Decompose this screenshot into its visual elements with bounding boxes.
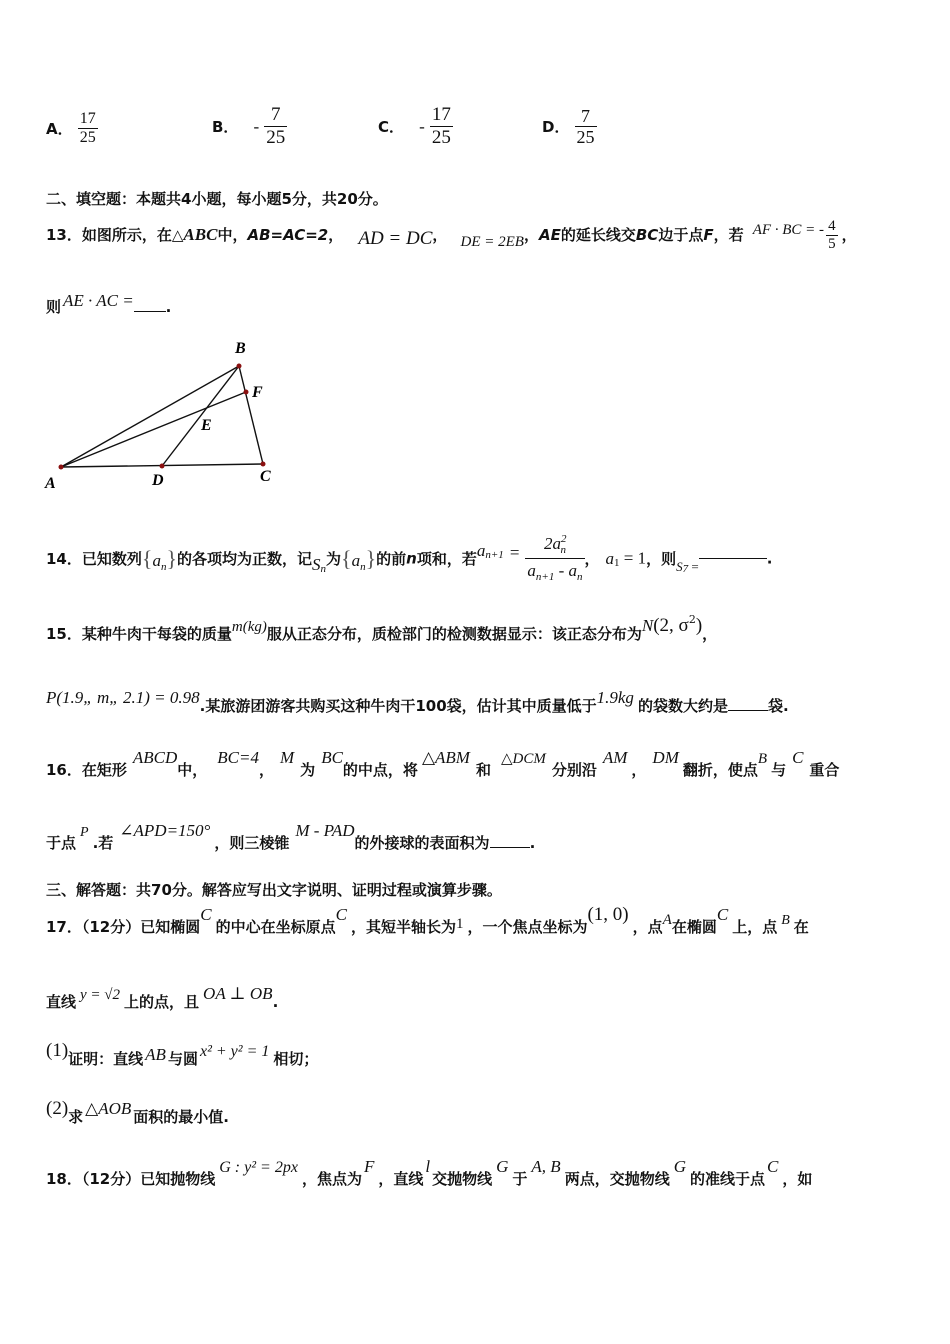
q13-frac-den: 5: [828, 236, 836, 252]
q17-ab: AB: [145, 1045, 166, 1064]
label-d: D: [152, 472, 164, 489]
q14-text-1: 14．已知数列: [46, 550, 142, 568]
q16-text-10: 与: [771, 761, 787, 779]
q15-text-3: ，: [702, 625, 718, 643]
q14-frac-num-sub: n: [560, 544, 566, 556]
q17-line2-text-2: 上的点，且: [124, 993, 200, 1011]
option-a[interactable]: [46, 110, 98, 147]
q16-text-1: 16．在矩形: [46, 761, 127, 779]
q14-den-a2-sub: n: [577, 571, 583, 583]
q14-frac-num: [525, 532, 584, 558]
q13-text-2: 中，: [217, 226, 248, 244]
q13-ae-ac: AE · AC =: [63, 291, 134, 310]
option-c-den: 25: [431, 127, 451, 148]
q15-kg: 1.9kg: [596, 688, 634, 707]
q16-bc4: BC=4: [217, 748, 259, 767]
q14-frac-num-sup: 2: [560, 533, 567, 545]
q14-den-a1: a: [527, 561, 536, 580]
edge-bc: [239, 366, 263, 464]
point-d: [160, 464, 165, 469]
q14-text-6: ，: [584, 550, 600, 568]
q14-seq2-n: n: [360, 560, 366, 573]
q16-text-2: 中，: [177, 761, 208, 779]
q16-text-9: 翻折，使点: [682, 761, 758, 779]
q15-nsup: 2: [688, 613, 696, 626]
q14-text-5: 项和，若: [416, 550, 477, 568]
q16-answer-blank[interactable]: [490, 847, 530, 848]
option-c-fraction: [430, 104, 453, 149]
option-b-den: 25: [266, 127, 286, 148]
q16-line2-text-2: .若: [92, 834, 114, 852]
triangle-figure: [40, 335, 280, 495]
q16-line2-text-5: .: [529, 834, 536, 852]
q17-c3: C: [716, 905, 729, 924]
q15-nclose: ): [695, 615, 703, 636]
q17-line-eq: y = √2: [80, 987, 121, 1003]
q17-b: B: [781, 913, 790, 928]
q18-text-5: 于: [512, 1170, 528, 1188]
q18-g: G : y² = 2px: [219, 1159, 298, 1176]
q15-text-2: 服从正态分布，质检部门的检测数据显示：该正态分布为: [266, 625, 642, 643]
q17-text-8: 在: [793, 918, 809, 936]
q14-fraction: [525, 532, 584, 585]
q14-n: n: [406, 549, 417, 568]
label-c: C: [260, 468, 271, 485]
q15-n: N: [641, 616, 654, 635]
option-d-den: 25: [576, 127, 595, 147]
q15-text-4: .某旅游团游客共购买这种牛肉干100袋，估计其中质量低于: [199, 697, 597, 715]
q14-seq-n: n: [160, 560, 167, 573]
q13-text-3: ，: [328, 226, 344, 244]
q14-s7-sub: 7: [682, 562, 689, 575]
option-a-fraction: [78, 110, 98, 147]
point-c: [261, 462, 266, 467]
q14-text-2: 的各项均为正数，记: [177, 550, 313, 568]
q14-den-mid: - a: [554, 561, 578, 580]
q17-part-1: [46, 1040, 319, 1068]
q17-a: A: [662, 912, 672, 928]
question-15: [46, 613, 718, 643]
section-3-heading: 三、解答题：共70分。解答应写出文字说明、证明过程或演算步骤。: [46, 881, 502, 899]
option-d-letter: D．: [542, 118, 570, 136]
q14-text-7: ，则: [646, 550, 677, 568]
q14-text-4: 的前: [376, 550, 407, 568]
q14-seq2-a: a: [351, 550, 361, 570]
q16-line2-text-4: 的外接球的表面积为: [354, 834, 490, 852]
q17-line2-text-1: 直线: [46, 993, 77, 1011]
option-c-num: 17: [431, 104, 451, 125]
q15-text-6: 袋.: [767, 697, 789, 715]
q18-text-8: ，如: [782, 1170, 813, 1188]
q13-text-6: 的延长线交: [560, 226, 636, 244]
q16-abcd: ABCD: [132, 748, 178, 767]
q13-frac-num: 4: [828, 218, 836, 234]
q17-part-2: [46, 1098, 229, 1126]
label-f: F: [252, 384, 263, 401]
question-14: [46, 532, 772, 585]
point-f: [244, 390, 249, 395]
q14-period: .: [766, 549, 773, 568]
q13-de-eb: DE = 2EB: [460, 234, 524, 250]
q15-text-5: 的袋数大约是: [637, 697, 728, 715]
q17-focus: (1, 0): [587, 904, 629, 925]
label-a: A: [45, 475, 56, 492]
q14-frac-num-a: 2a: [543, 534, 561, 553]
q14-s: S: [312, 554, 321, 574]
q13-bc: BC: [635, 226, 659, 244]
option-a-num: 17: [79, 110, 96, 127]
q18-text-6: 两点，交抛物线: [564, 1170, 670, 1188]
q14-frac-den: [525, 558, 584, 585]
q17-aob: △AOB: [85, 1099, 132, 1118]
option-a-letter: A．: [46, 120, 73, 138]
q13-fraction: [826, 218, 838, 253]
q13-ae: AE: [538, 226, 561, 244]
q17-part1-text-2: 与圆: [167, 1050, 198, 1068]
q16-line-2: [46, 820, 536, 852]
q14-s7-eq: =: [688, 558, 699, 574]
q17-part1-text-1: 证明：直线: [68, 1050, 144, 1068]
q14-seq-2: {an}: [341, 545, 377, 573]
option-c[interactable]: [378, 104, 453, 149]
q15-line-2: [46, 687, 789, 715]
q13-cond: AB=AC=2: [247, 226, 329, 244]
q17-one: 1: [455, 916, 464, 932]
segment-af: [61, 392, 246, 467]
q15-answer-blank[interactable]: [728, 710, 768, 711]
q16-mpad: M - PAD: [295, 821, 355, 840]
q17-circle: x² + y² = 1: [199, 1043, 270, 1060]
q18-text-3: ，直线: [378, 1170, 424, 1188]
q18-g3: G: [673, 1157, 686, 1176]
q18-text-4: 交抛物线: [432, 1170, 493, 1188]
q16-dcm: △DCM: [500, 751, 546, 767]
q14-text-3: 为: [326, 550, 342, 568]
q17-c1: C: [200, 905, 212, 924]
q16-line2-text-1: 于点: [46, 834, 77, 852]
option-d[interactable]: [542, 106, 597, 147]
q14-s-sub: n: [320, 562, 327, 575]
q17-part1-num: (1): [46, 1040, 69, 1061]
q14-a1-eq: = 1: [619, 548, 647, 568]
q16-text-5: 的中点，将: [342, 761, 418, 779]
q16-text-3: ，: [258, 761, 274, 779]
section-2-heading: 二、填空题：本题共4小题，每小题5分，共20分。: [46, 190, 388, 208]
q17-part2-num: (2): [46, 1098, 69, 1119]
q13-af-bc: AF · BC = -: [752, 222, 825, 238]
q17-line-2: [46, 983, 279, 1011]
q17-text-1: 17．（12分）已知椭圆: [46, 918, 201, 936]
q18-text-1: 18．（12分）已知抛物线: [46, 1170, 216, 1188]
q16-dm: DM: [652, 748, 679, 767]
q16-angle: ∠APD=150°: [119, 821, 211, 840]
q16-bc: BC: [321, 748, 343, 767]
q14-seq-a: a: [152, 550, 161, 570]
label-b: B: [235, 340, 246, 357]
option-b-fraction: [264, 104, 287, 149]
option-b-num: 7: [271, 104, 281, 125]
q17-part1-text-3: 相切；: [273, 1050, 319, 1068]
q17-text-7: 上，点: [732, 918, 778, 936]
q16-line2-text-3: ，则三棱锥: [214, 834, 290, 852]
question-16: [46, 747, 840, 779]
q16-text-11: 重合: [809, 761, 840, 779]
q14-lhs: a: [476, 540, 486, 560]
q15-nargs: (2, σ: [653, 615, 689, 636]
q14-eq: =: [509, 542, 520, 562]
question-13: [46, 218, 857, 253]
point-b: [237, 364, 242, 369]
q16-b: B: [757, 751, 768, 767]
q13-f: F: [703, 226, 714, 244]
q18-ab: A, B: [531, 1157, 561, 1176]
q17-text-6: 在椭圆: [671, 918, 717, 936]
q16-abm: △ABM: [421, 748, 470, 767]
q17-text-3: ，其短半轴长为: [350, 918, 456, 936]
question-18: [46, 1156, 813, 1188]
option-d-fraction: [575, 106, 597, 147]
q16-text-6: 和: [475, 761, 491, 779]
option-b[interactable]: [212, 104, 287, 149]
q14-den-a1-sub: n+1: [535, 571, 555, 583]
q17-c2: C: [335, 905, 347, 924]
q13-abc: ABC: [183, 225, 218, 244]
label-e: E: [201, 417, 212, 434]
q15-text-1: 15．某种牛肉干每袋的质量: [46, 625, 232, 643]
q17-perp: OA ⊥ OB: [203, 984, 273, 1003]
option-c-sign: -: [419, 116, 425, 136]
q13-then: 则: [46, 298, 62, 316]
q17-line2-text-3: .: [272, 993, 279, 1011]
segment-db: [162, 366, 239, 466]
q13-period: .: [165, 298, 172, 316]
option-a-den: 25: [79, 129, 96, 146]
q13-text-1: 13．如图所示，在△: [46, 226, 184, 244]
q16-text-4: 为: [300, 761, 316, 779]
q16-p: P: [80, 825, 89, 840]
q14-s7: S: [676, 558, 683, 574]
q16-text-8: ，: [631, 761, 647, 779]
q18-text-7: 的准线于点: [689, 1170, 765, 1188]
q17-text-4: ，一个焦点坐标为: [467, 918, 588, 936]
q13-line-2: [46, 290, 172, 316]
q17-text-5: ，点: [632, 918, 663, 936]
q16-m: M: [280, 748, 295, 767]
q18-l: l: [425, 1157, 431, 1176]
q13-text-9: ，: [841, 226, 857, 244]
q13-text-4: ，: [432, 226, 448, 244]
q18-g2: G: [496, 1157, 509, 1176]
q17-part2-text-2: 面积的最小值.: [133, 1108, 229, 1126]
q18-f: F: [363, 1157, 375, 1176]
q16-text-7: 分别沿: [551, 761, 597, 779]
q13-ad-dc: AD = DC: [358, 228, 433, 249]
q16-c: C: [792, 748, 804, 767]
q14-a1: a: [605, 548, 615, 568]
q17-part2-text-1: 求: [68, 1108, 84, 1126]
q13-text-7: 边于点: [658, 226, 704, 244]
option-d-num: 7: [581, 106, 591, 126]
option-b-letter: B．: [212, 118, 239, 136]
q14-lhs-sub: n+1: [485, 548, 504, 561]
q14-answer-blank[interactable]: [699, 558, 767, 559]
q13-text-8: ，若: [713, 226, 744, 244]
q18-text-2: ，焦点为: [301, 1170, 362, 1188]
q13-text-5: ，: [523, 226, 539, 244]
q18-c: C: [767, 1157, 779, 1176]
q14-a1-sub: 1: [614, 556, 620, 569]
option-b-sign: -: [253, 116, 260, 136]
option-c-letter: C．: [378, 118, 405, 136]
point-a: [59, 465, 64, 470]
edge-ab: [61, 366, 239, 467]
q15-prob: P(1.9„ m„ 2.1) = 0.98: [46, 688, 200, 707]
q17-text-2: 的中心在坐标原点: [215, 918, 336, 936]
q14-seq-1: {an}: [141, 545, 177, 573]
question-17: [46, 904, 809, 936]
q15-mass: m(kg): [231, 619, 267, 635]
q16-am: AM: [602, 748, 628, 767]
q13-answer-blank[interactable]: [134, 311, 166, 312]
